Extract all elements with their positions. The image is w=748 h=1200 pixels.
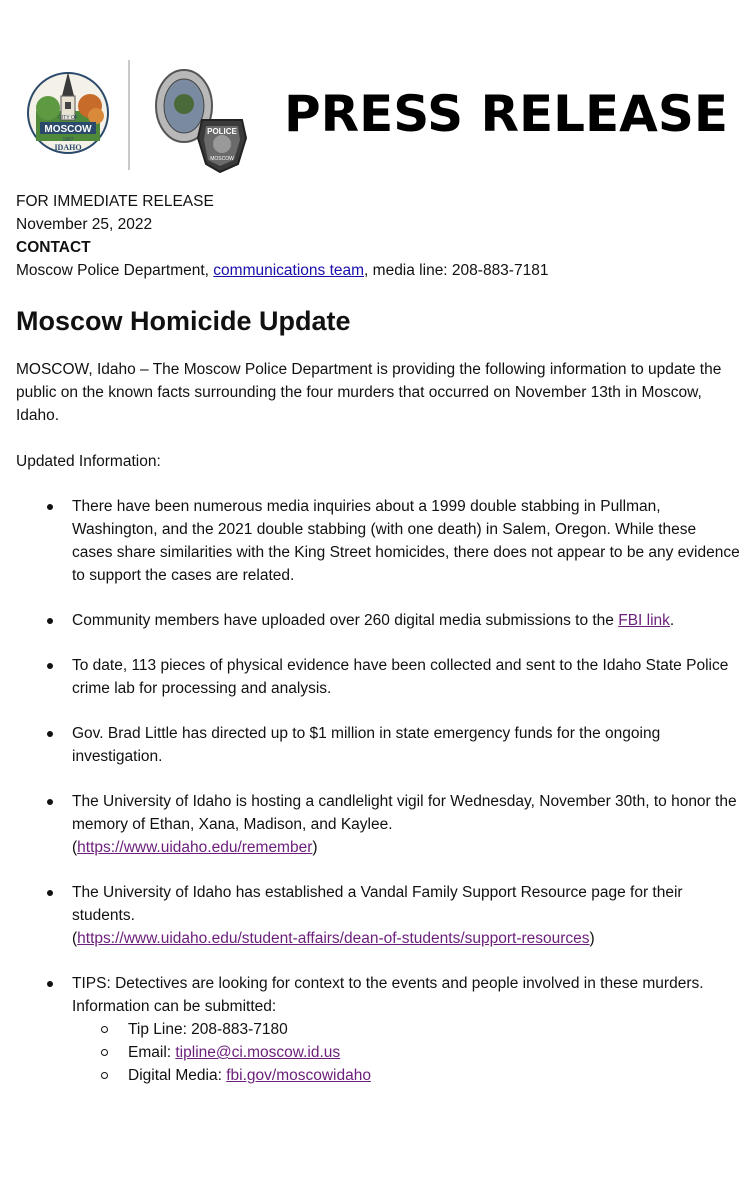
circle-bullet-icon xyxy=(101,1072,108,1079)
uidaho-remember-link[interactable]: https://www.uidaho.edu/remember xyxy=(77,839,313,856)
bullet-icon xyxy=(47,618,53,624)
bullet-icon xyxy=(47,504,53,510)
digital-media-item xyxy=(72,1064,740,1087)
intro-paragraph: MOSCOW, Idaho – The Moscow Police Department is providing the following information to update the public on the known facts surrounding the four murders that occurred on November 13th in Moscow, Idaho. xyxy=(16,361,722,424)
contact-prefix: Moscow Police Department, xyxy=(16,262,214,279)
paren-close: ) xyxy=(312,839,318,856)
press-release-heading: PRESS RELEASE xyxy=(284,85,729,143)
bullet-text-prefix: Community members have uploaded over 260 digital media submissions to the xyxy=(72,612,619,629)
paren-close: ) xyxy=(589,930,595,947)
paren-open: ( xyxy=(72,930,78,947)
release-date: November 25, 2022 xyxy=(16,216,153,233)
bullet-text: Gov. Brad Little has directed up to $1 million in state emergency funds for the ongoing investigation. xyxy=(72,725,661,765)
updates-list xyxy=(16,495,740,1087)
updated-information-label: Updated Information: xyxy=(16,453,161,470)
city-logo-state: IDAHO xyxy=(54,143,82,152)
city-logo-year: 1887 xyxy=(62,137,74,143)
document-body xyxy=(16,190,740,1109)
letterhead xyxy=(0,0,748,190)
bullet-icon xyxy=(47,663,53,669)
list-item xyxy=(16,972,740,1087)
communications-team-link[interactable]: communications team xyxy=(213,262,365,279)
list-item xyxy=(16,609,740,632)
digital-media-label: Digital Media: xyxy=(128,1067,227,1084)
contact-suffix: , media line: 208-883-7181 xyxy=(364,262,549,279)
contact-line xyxy=(16,259,740,282)
tips-sublist xyxy=(72,1018,740,1087)
circle-bullet-icon xyxy=(101,1026,108,1033)
bullet-text: TIPS: Detectives are looking for context to the events and people involved in these murders. Information can be submitted: xyxy=(72,975,704,1015)
badge-word-police: POLICE xyxy=(207,127,237,136)
bullet-text: There have been numerous media inquiries about a 1999 double stabbing in Pullman, Washington, and the 2021 double stabbing (with one death) in Salem, Oregon. While these cases share similarities with the King Street homicides, there does not appear to be any evidence to support the cases are related. xyxy=(72,498,740,584)
tipline-email-link[interactable]: tipline@ci.moscow.id.us xyxy=(175,1044,341,1061)
tip-line-text: Tip Line: 208-883-7180 xyxy=(128,1021,288,1038)
city-logo-word: MOSCOW xyxy=(44,124,92,135)
contact-label: CONTACT xyxy=(16,239,91,256)
city-logo-top: CITY OF xyxy=(58,115,78,121)
header-divider xyxy=(128,60,130,170)
list-item xyxy=(16,722,740,768)
release-line: FOR IMMEDIATE RELEASE xyxy=(16,193,214,210)
document-title: Moscow Homicide Update xyxy=(16,306,351,336)
paren-open: ( xyxy=(72,839,78,856)
support-resources-link[interactable]: https://www.uidaho.edu/student-affairs/dean-of-students/support-resources xyxy=(77,930,590,947)
circle-bullet-icon xyxy=(101,1049,108,1056)
fbi-link[interactable]: FBI link xyxy=(618,612,670,629)
email-item xyxy=(72,1041,740,1064)
city-of-moscow-logo xyxy=(26,66,110,160)
bullet-icon xyxy=(47,731,53,737)
bullet-text: To date, 113 pieces of physical evidence have been collected and sent to the Idaho State Police crime lab for processing and analysis. xyxy=(72,657,729,697)
bullet-text: The University of Idaho is hosting a candlelight vigil for Wednesday, November 30th, to honor the memory of Ethan, Xana, Madison, and Kaylee. xyxy=(72,793,737,833)
police-badge-logo xyxy=(150,64,250,174)
list-item xyxy=(16,654,740,700)
bullet-text-suffix: . xyxy=(669,612,675,629)
bullet-icon xyxy=(47,799,53,805)
badge-word-moscow: MOSCOW xyxy=(210,156,234,162)
list-item xyxy=(16,495,740,587)
bullet-icon xyxy=(47,890,53,896)
fbi-moscowidaho-link[interactable]: fbi.gov/moscowidaho xyxy=(226,1067,371,1084)
bullet-icon xyxy=(47,981,53,987)
list-item xyxy=(16,881,740,950)
tip-line-item xyxy=(72,1018,740,1041)
bullet-text: The University of Idaho has established a Vandal Family Support Resource page for their students. xyxy=(72,884,683,924)
list-item xyxy=(16,790,740,859)
email-label: Email: xyxy=(128,1044,176,1061)
